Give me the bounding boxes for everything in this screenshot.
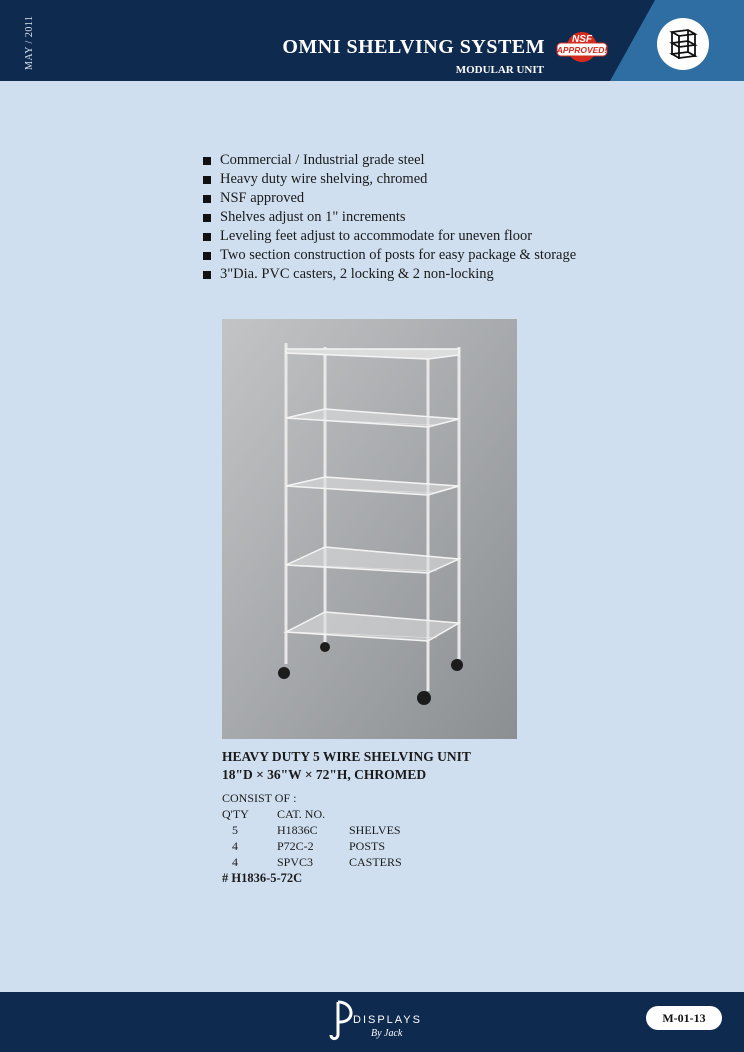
nsf-approved-badge [556, 30, 608, 64]
page-title: OMNI SHELVING SYSTEM [282, 36, 545, 58]
cat-no-header: CAT. NO. [277, 807, 326, 821]
description-cell: SHELVES [349, 823, 401, 837]
table-row [222, 822, 401, 838]
table-row [222, 838, 386, 854]
qty-cell: 4 [232, 855, 238, 869]
table-row [222, 854, 402, 870]
feature-item: Heavy duty wire shelving, chromed [203, 170, 576, 189]
product-heading [222, 748, 471, 784]
brand-subtitle: By Jack [371, 1028, 403, 1039]
brand-name: DISPLAYS [353, 1014, 422, 1026]
qty-cell: 5 [232, 823, 238, 837]
qty-cell: 4 [232, 839, 238, 853]
page-code-badge: M-01-13 [646, 1006, 722, 1030]
feature-item: Shelves adjust on 1" increments [203, 208, 576, 227]
cat-no-cell: H1836C [277, 823, 318, 837]
product-sku: # H1836-5-72C [222, 871, 303, 885]
qty-header: Q'TY [222, 807, 249, 821]
feature-item: Leveling feet adjust to accommodate for uneven floor [203, 227, 576, 246]
approved-badge-text: APPROVED! [556, 45, 608, 55]
feature-item: NSF approved [203, 189, 576, 208]
page-subtitle: MODULAR UNIT [455, 64, 544, 76]
feature-item: 3"Dia. PVC casters, 2 locking & 2 non-locking [203, 265, 576, 284]
cat-no-cell: P72C-2 [277, 839, 314, 853]
description-cell: POSTS [349, 839, 386, 853]
product-photo [222, 319, 517, 739]
feature-item: Two section construction of posts for easy package & storage [203, 246, 576, 265]
table-header-row [222, 806, 326, 822]
feature-item: Commercial / Industrial grade steel [203, 151, 576, 170]
product-dimensions: 18"D × 36"W × 72"H, CHROMED [222, 767, 427, 782]
shelving-unit-icon [657, 18, 709, 70]
description-cell: CASTERS [349, 855, 402, 869]
product-name: HEAVY DUTY 5 WIRE SHELVING UNIT [222, 749, 471, 764]
consist-label: CONSIST OF : [222, 791, 297, 805]
issue-date: MAY / 2011 [24, 15, 35, 70]
components-table [222, 790, 402, 870]
nsf-badge-text: NSF [572, 34, 592, 45]
feature-list [203, 151, 576, 284]
cat-no-cell: SPVC3 [277, 855, 314, 869]
